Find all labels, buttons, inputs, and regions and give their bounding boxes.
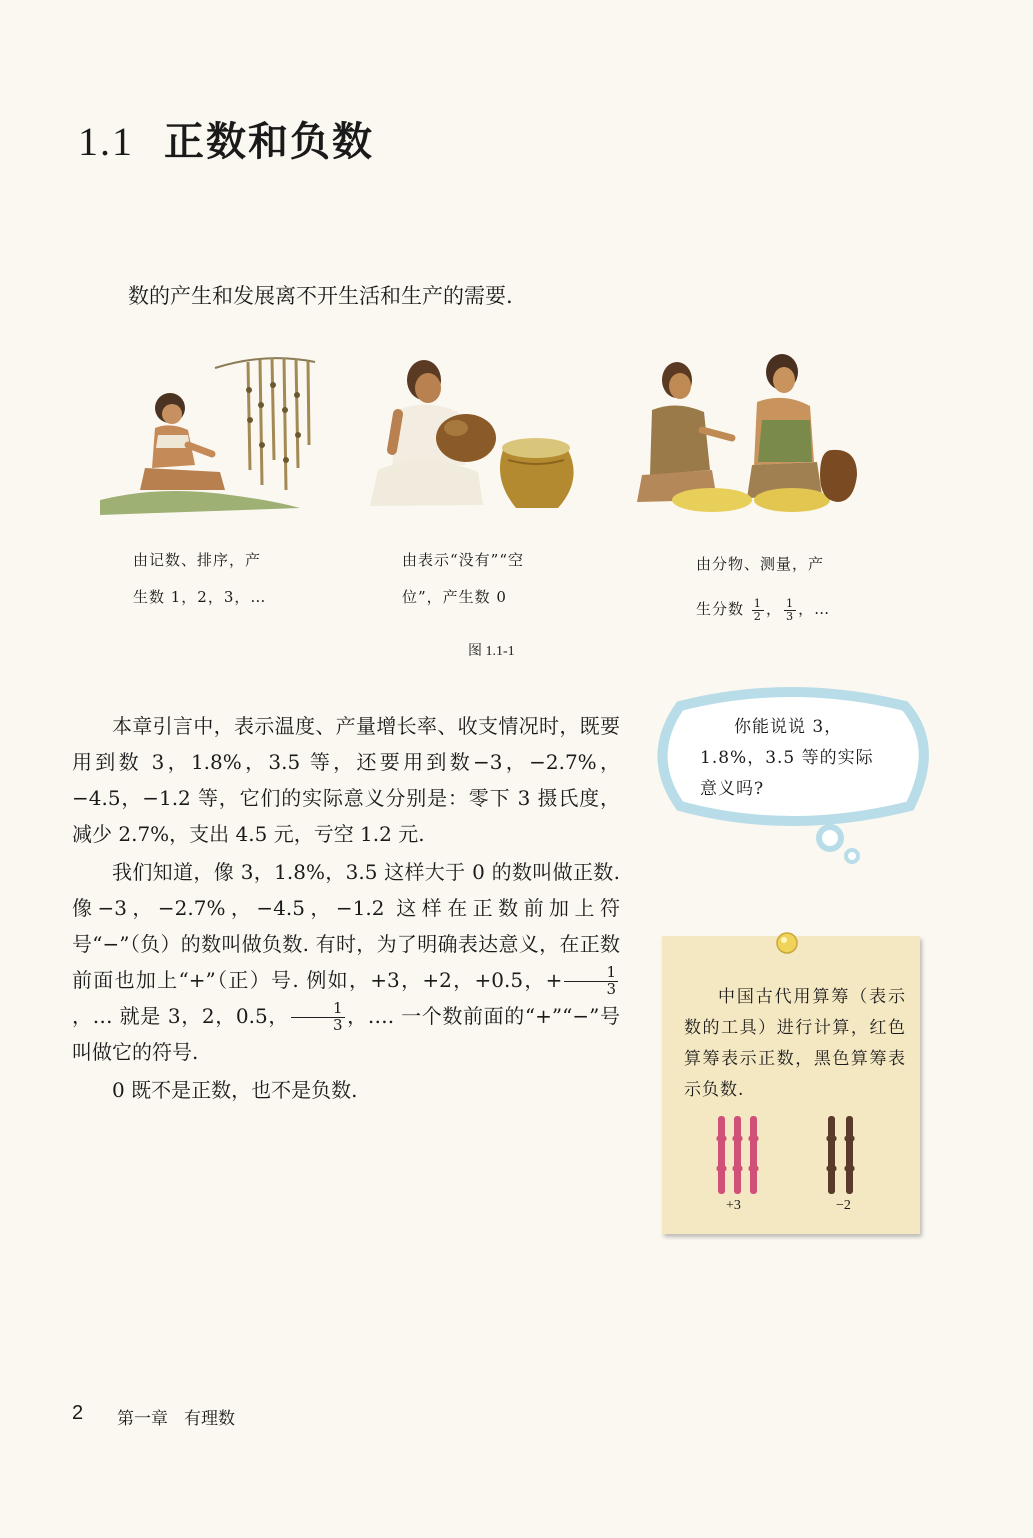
negative-rod — [845, 1116, 855, 1194]
chapter-number: 第一章 — [117, 1409, 168, 1428]
pin-icon — [772, 930, 802, 960]
caption-counting-line1: 由记数、排序，产 — [133, 551, 262, 569]
counting-illustration — [100, 350, 330, 520]
caption-zero-line1: 由表示“没有”“空 — [402, 551, 525, 569]
dividing-illustration — [632, 350, 862, 520]
section-number: 1.1 — [78, 119, 134, 164]
paragraph-1: 本章引言中，表示温度、产量增长率、收支情况时，既要用到数 3，1.8%，3.5 等，还要用到数−3，−2.7%，−4.5，−1.2 等，它们的实际意义分别是：零下 3 摄氏度，减少 2.7%，支出 4.5 元，亏空 1.2 元. — [72, 714, 620, 846]
page-number: 2 — [72, 1402, 84, 1424]
paragraph-2-part-b: ，… 就是 3，2，0.5， — [72, 1004, 289, 1028]
note-text — [684, 982, 906, 1106]
caption-fraction-line2: 生分数 $\frac{1}{2}$ ， $\frac{1}{3}$ ，… — [696, 596, 831, 623]
caption-counting — [133, 542, 266, 616]
intro-text: 数的产生和发展离不开生活和生产的需要. — [128, 284, 513, 308]
bubble-question: 你能说说 3，1.8%，3.5 等的实际意义吗? — [700, 717, 874, 799]
figure-label: 图 1.1-1 — [468, 644, 515, 659]
positive-rod — [733, 1116, 743, 1194]
main-body — [72, 708, 620, 1108]
fraction-one-third-a: $\frac{1}{3}$ — [564, 965, 618, 998]
caption-zero-line2: 位”，产生数 0 — [402, 588, 507, 606]
negative-rod — [827, 1116, 837, 1194]
positive-rod — [749, 1116, 759, 1194]
footer-chapter — [117, 1404, 251, 1429]
note-paragraph: 中国古代用算筹（表示数的工具）进行计算，红色算筹表示正数，黑色算筹表示负数. — [684, 987, 906, 1100]
rod-label-negative: −2 — [836, 1198, 851, 1213]
rod-label-positive: +3 — [726, 1198, 741, 1213]
section-title — [78, 110, 374, 167]
paragraph-2 — [72, 854, 620, 1070]
paragraph-3: 0 既不是正数，也不是负数. — [112, 1078, 358, 1102]
caption-fraction-line1: 由分物、测量，产 — [696, 555, 825, 573]
caption-fraction-prefix: 生分数 — [696, 600, 745, 618]
pot-illustration — [358, 350, 588, 520]
counting-rods — [702, 1112, 892, 1202]
fraction-one-third-b: $\frac{1}{3}$ — [291, 1001, 345, 1034]
chapter-title: 有理数 — [184, 1409, 235, 1428]
paragraph-2-part-a: 我们知道，像 3，1.8%，3.5 这样大于 0 的数叫做正数. 像−3，−2.7%，−4.5，−1.2 这样在正数前加上符号“−”（负）的数叫做负数. 有时，为了明确表达意义，在正数前面也加上“+”（正）号. 例如，+3，+2，+0.5，+ — [72, 860, 620, 992]
caption-fraction-suffix: ，… — [798, 600, 831, 618]
positive-rod — [717, 1116, 727, 1194]
sticky-note — [662, 936, 920, 1234]
caption-zero — [402, 542, 524, 616]
caption-fraction — [696, 546, 830, 628]
fraction-one-half: $\frac{1}{2}$ — [753, 596, 762, 623]
paragraph-2-part-c: ，…. 一个数前面的“+”“−”号叫做它的符号. — [72, 1004, 620, 1064]
section-name: 正数和负数 — [164, 118, 374, 165]
caption-counting-line2: 生数 1，2，3，… — [133, 588, 267, 606]
fraction-one-third: $\frac{1}{3}$ — [785, 596, 795, 623]
